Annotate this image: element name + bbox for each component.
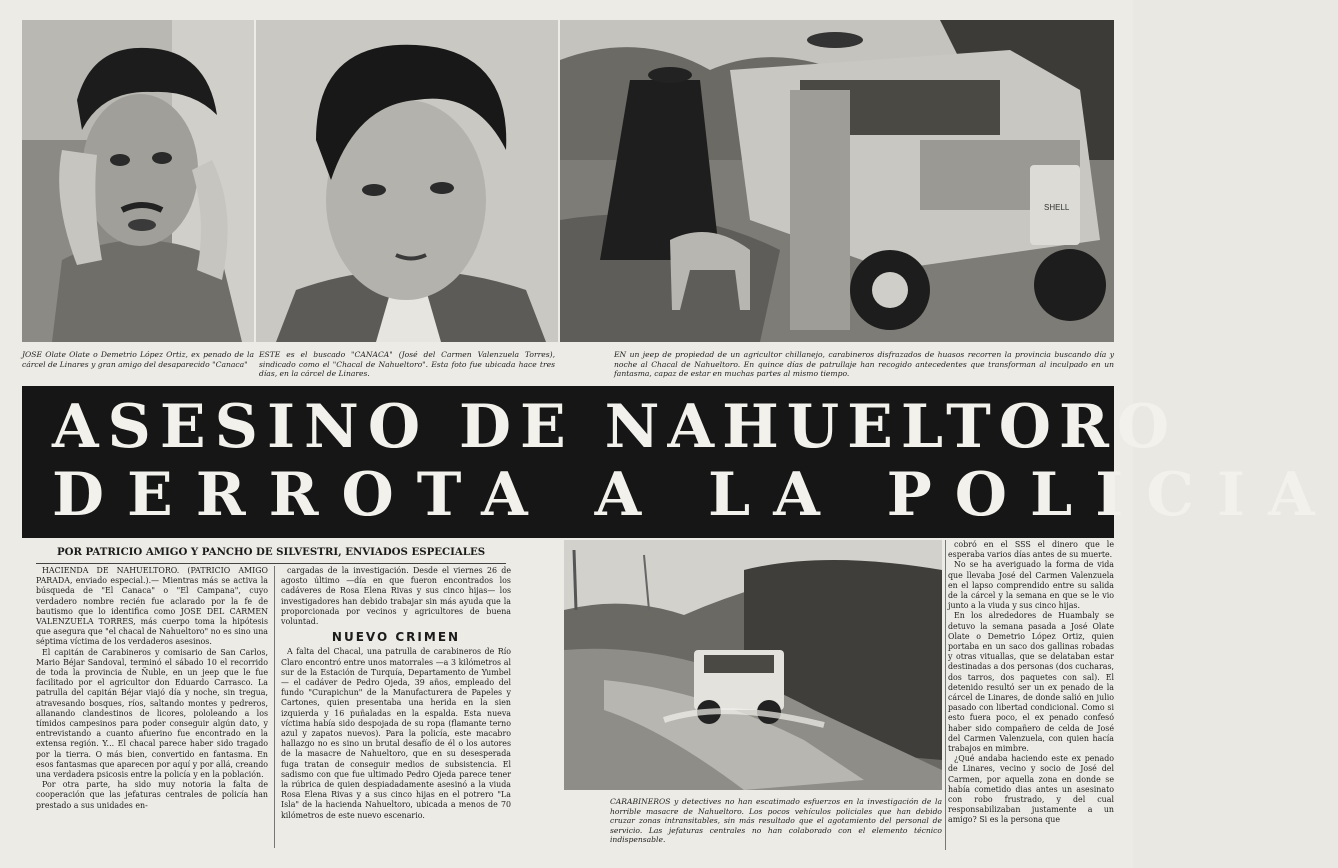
col3-paragraph: En los alrededores de Huambaly se detuvo la semana pasada a José Olate Olate o Demetrio López Ortiz, quien portaba en un saco dos gallinas robadas y otras vituallas, que se delataban estar destinadas a dos personas (dos cucharas, dos tarros, dos paquetes con sal). El detenido resultó ser un ex penado de la cárcel de Linares, de donde salió en julio pasado con libertad condicional. Como si esto fuera poco, el ex penado confesó haber sido compañero de celda de José del Carmen Valenzuela, con quien hacía trabajos en mimbre. — [948, 611, 1114, 754]
photo-jeep-carabineros — [560, 20, 1114, 342]
photo2-caption: ESTE es el buscado "CANACA" (José del Carmen Valenzuela Torres), sindicado como el "Chacal de Nahueltoro". Esta foto fue ubicada hace tres días, en la cárcel de Linares. — [259, 350, 555, 379]
photo-jose-olate — [22, 20, 254, 342]
col1-paragraph: Por otra parte, ha sido muy notoria la falta de cooperación que las jefaturas centrales de policía han prestado a sus unidades en- — [36, 780, 268, 810]
headline-part-b: NAHUELTORO — [604, 392, 1178, 462]
col3-paragraph: No se ha averiguado la forma de vida que llevaba José del Carmen Valenzuela en el lapso comprendido entre su salida de la cárcel y la semana en que se le vio junto a la viuda y sus cinco hijas. — [948, 560, 1114, 611]
col1-paragraph: El capitán de Carabineros y comisario de San Carlos, Mario Béjar Sandoval, terminó el sábado 10 el recorrido de toda la provincia de Ñuble, en un jeep que le fue facilitado por el agricultor don Eduardo Carrasco. La patrulla del capitán Béjar viajó día y noche, sin tregua, atravesando bosques, ríos, saltando montes y pedreros, allanando clandestinos de licores, pololeando a los tímidos campesinos para poder conseguir algún dato, y entrevistando a cuanto afuerino fue encontrado en la extensa región. Y... El chacal parece haber sido tragado por la tierra. O más bien, convertido en fantasma. En esos fantasmas que aparecen por aquí y por allá, creando una verdadera psicosis entre la policía y en la población. — [36, 647, 268, 780]
col1-paragraph: HACIENDA DE NAHUELTORO. (PATRICIO AMIGO PARADA, enviado especial.).— Mientras más se activa la búsqueda de "El Canaca" o "El Campana", cuyo verdadero nombre recién fue aclarado por la fe de bautismo que lo identifica como JOSE DEL CARMEN VALENZUELA TORRES, más cuerpo toma la hipótesis que asegura que "el chacal de Nahueltoro" no es sino una séptima víctima de los verdaderos asesinos. — [36, 566, 268, 647]
photo-canaca-portrait — [256, 20, 558, 342]
subhead-nuevo-crimen: NUEVO CRIMEN — [331, 630, 461, 645]
col3-paragraph: cobró en el SSS el dinero que le esperaba varios días antes de su muerte. — [948, 540, 1114, 560]
column-divider — [945, 540, 946, 850]
headline-line2: DERROTA A LA POLICIA — [52, 460, 1338, 530]
article-column-2 — [281, 566, 511, 848]
headline-part-a: ASESINO DE — [52, 392, 575, 462]
photo1-caption: JOSE Olate Olate o Demetrio López Ortiz, ex penado de la cárcel de Linares y gran amigo del desaparecido "Canaca" — [22, 350, 254, 369]
jerrycan-label: SHELL — [1044, 203, 1070, 212]
headline-banner — [22, 386, 1338, 538]
col2-paragraph: cargadas de la investigación. Desde el viernes 26 de agosto último —día en que fueron encontrados los cadáveres de Rosa Elena Rivas y sus cinco hijas— los investigadores han debido trabajar sin más ayuda que la proporcionada por vecinos y agricultores de buena voluntad. — [281, 566, 511, 627]
byline: POR PATRICIO AMIGO Y PANCHO DE SILVESTRI, ENVIADOS ESPECIALES — [36, 541, 506, 564]
photo3-caption: EN un jeep de propiedad de un agricultor chillanejo, carabineros disfrazados de huasos recorren la provincia buscando día y noche al Chacal de Nahueltoro. En quince días de patrullaje han recogido antecedentes que transforman al inculpado en un fantasma, capaz de estar en muchas partes al mismo tiempo. — [614, 350, 1114, 379]
photo-jeep-water — [564, 540, 942, 790]
photo4-caption: CARABINEROS y detectives no han escatimado esfuerzos en la investigación de la horrible masacre de Nahueltoro. Los pocos vehículos policiales que han debido cruzar zonas intransitables, sin más resultado que el agotamiento del personal de servicio. Las jefaturas centrales no han colaborado con el elemento técnico indispensable. — [610, 797, 942, 845]
col3-paragraph: ¿Qué andaba haciendo este ex penado de Linares, vecino y socio de José del Carmen, por aquella zona en donde se había cometido dias antes un asesinato con robo frustrado, y del cual responsabilizaban justamente a un amigo? Si es la persona que — [948, 754, 1114, 825]
col2-paragraph: A falta del Chacal, una patrulla de carabineros de Río Claro encontró entre unos matorrales —a 3 kilómetros al sur de la Estación de Turquía, Departamento de Yumbel— el cadáver de Pedro Ojeda, 39 años, empleado del fundo "Curapichun" de la Manufacturera de Papeles y Cartones, quien presentaba una herida en la sien izquierda y 16 puñaladas en la espalda. Esta nueva víctima había sido despojada de su ropa (flamante terno azul y zapatos nuevos). Para la policía, este macabro hallazgo no es sino un brutal desafío de él o los autores de la masacre de Nahueltoro, que en su desesperada fuga tratan de conseguir medios de subsistencia. El sadismo con que fue ultimado Pedro Ojeda parece tener la rúbrica de quien despiadadamente asesinó a la viuda Rosa Elena Rivas y a sus cinco hijas en el potrero "La Isla" de la hacienda Nahueltoro, ubicada a menos de 70 kilómetros de este nuevo escenario. — [281, 647, 511, 820]
article-column-3 — [948, 540, 1114, 850]
column-divider — [274, 566, 275, 848]
headline-line1 — [52, 392, 1178, 462]
article-column-1 — [36, 566, 268, 848]
